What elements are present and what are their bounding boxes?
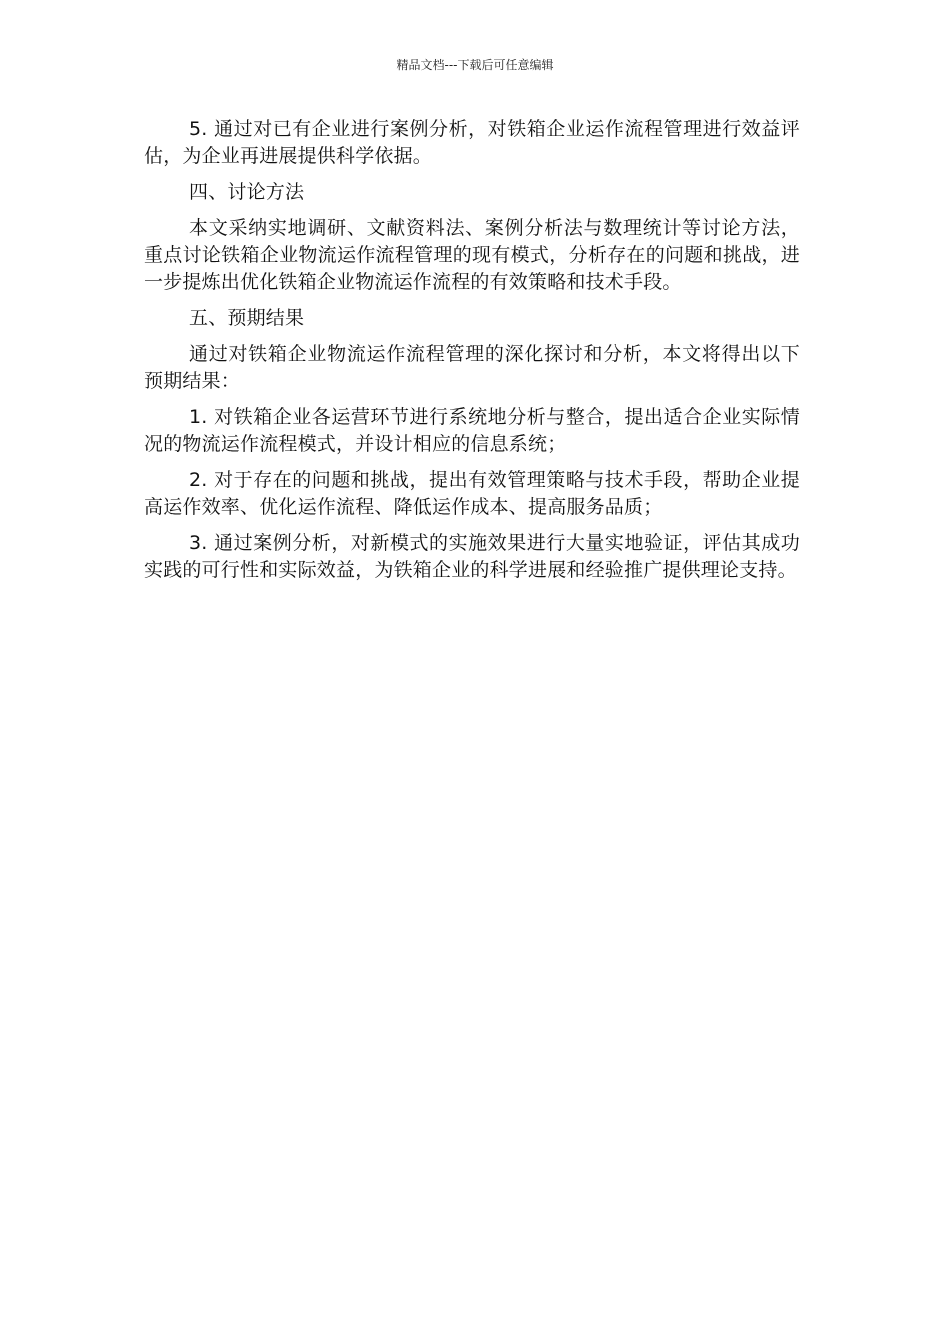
result-item-3: 3. 通过案例分析，对新模式的实施效果进行大量实地验证，评估其成功实践的可行性和实际效益，为铁箱企业的科学进展和经验推广提供理论支持。 [144,532,800,581]
section-heading-expected-results: 五、预期结果 [189,307,305,329]
methods-paragraph: 本文采纳实地调研、文献资料法、案例分析法与数理统计等讨论方法，重点讨论铁箱企业物流运作流程管理的现有模式，分析存在的问题和挑战，进一步提炼出优化铁箱企业物流运作流程的有效策略和技术手段。 [144,217,800,293]
document-body [144,116,800,593]
list-item-5: 5. 通过对已有企业进行案例分析，对铁箱企业运作流程管理进行效益评估，为企业再进展提供科学依据。 [144,118,800,167]
result-item-1: 1. 对铁箱企业各运营环节进行系统地分析与整合，提出适合企业实际情况的物流运作流程模式，并设计相应的信息系统； [144,406,800,455]
result-item-2: 2. 对于存在的问题和挑战，提出有效管理策略与技术手段，帮助企业提高运作效率、优化运作流程、降低运作成本、提高服务品质； [144,469,800,518]
section-heading-methods: 四、讨论方法 [189,181,305,203]
page-header: 精品文档---下载后可任意编辑 [396,58,554,72]
expected-results-intro: 通过对铁箱企业物流运作流程管理的深化探讨和分析，本文将得出以下预期结果： [144,343,800,392]
